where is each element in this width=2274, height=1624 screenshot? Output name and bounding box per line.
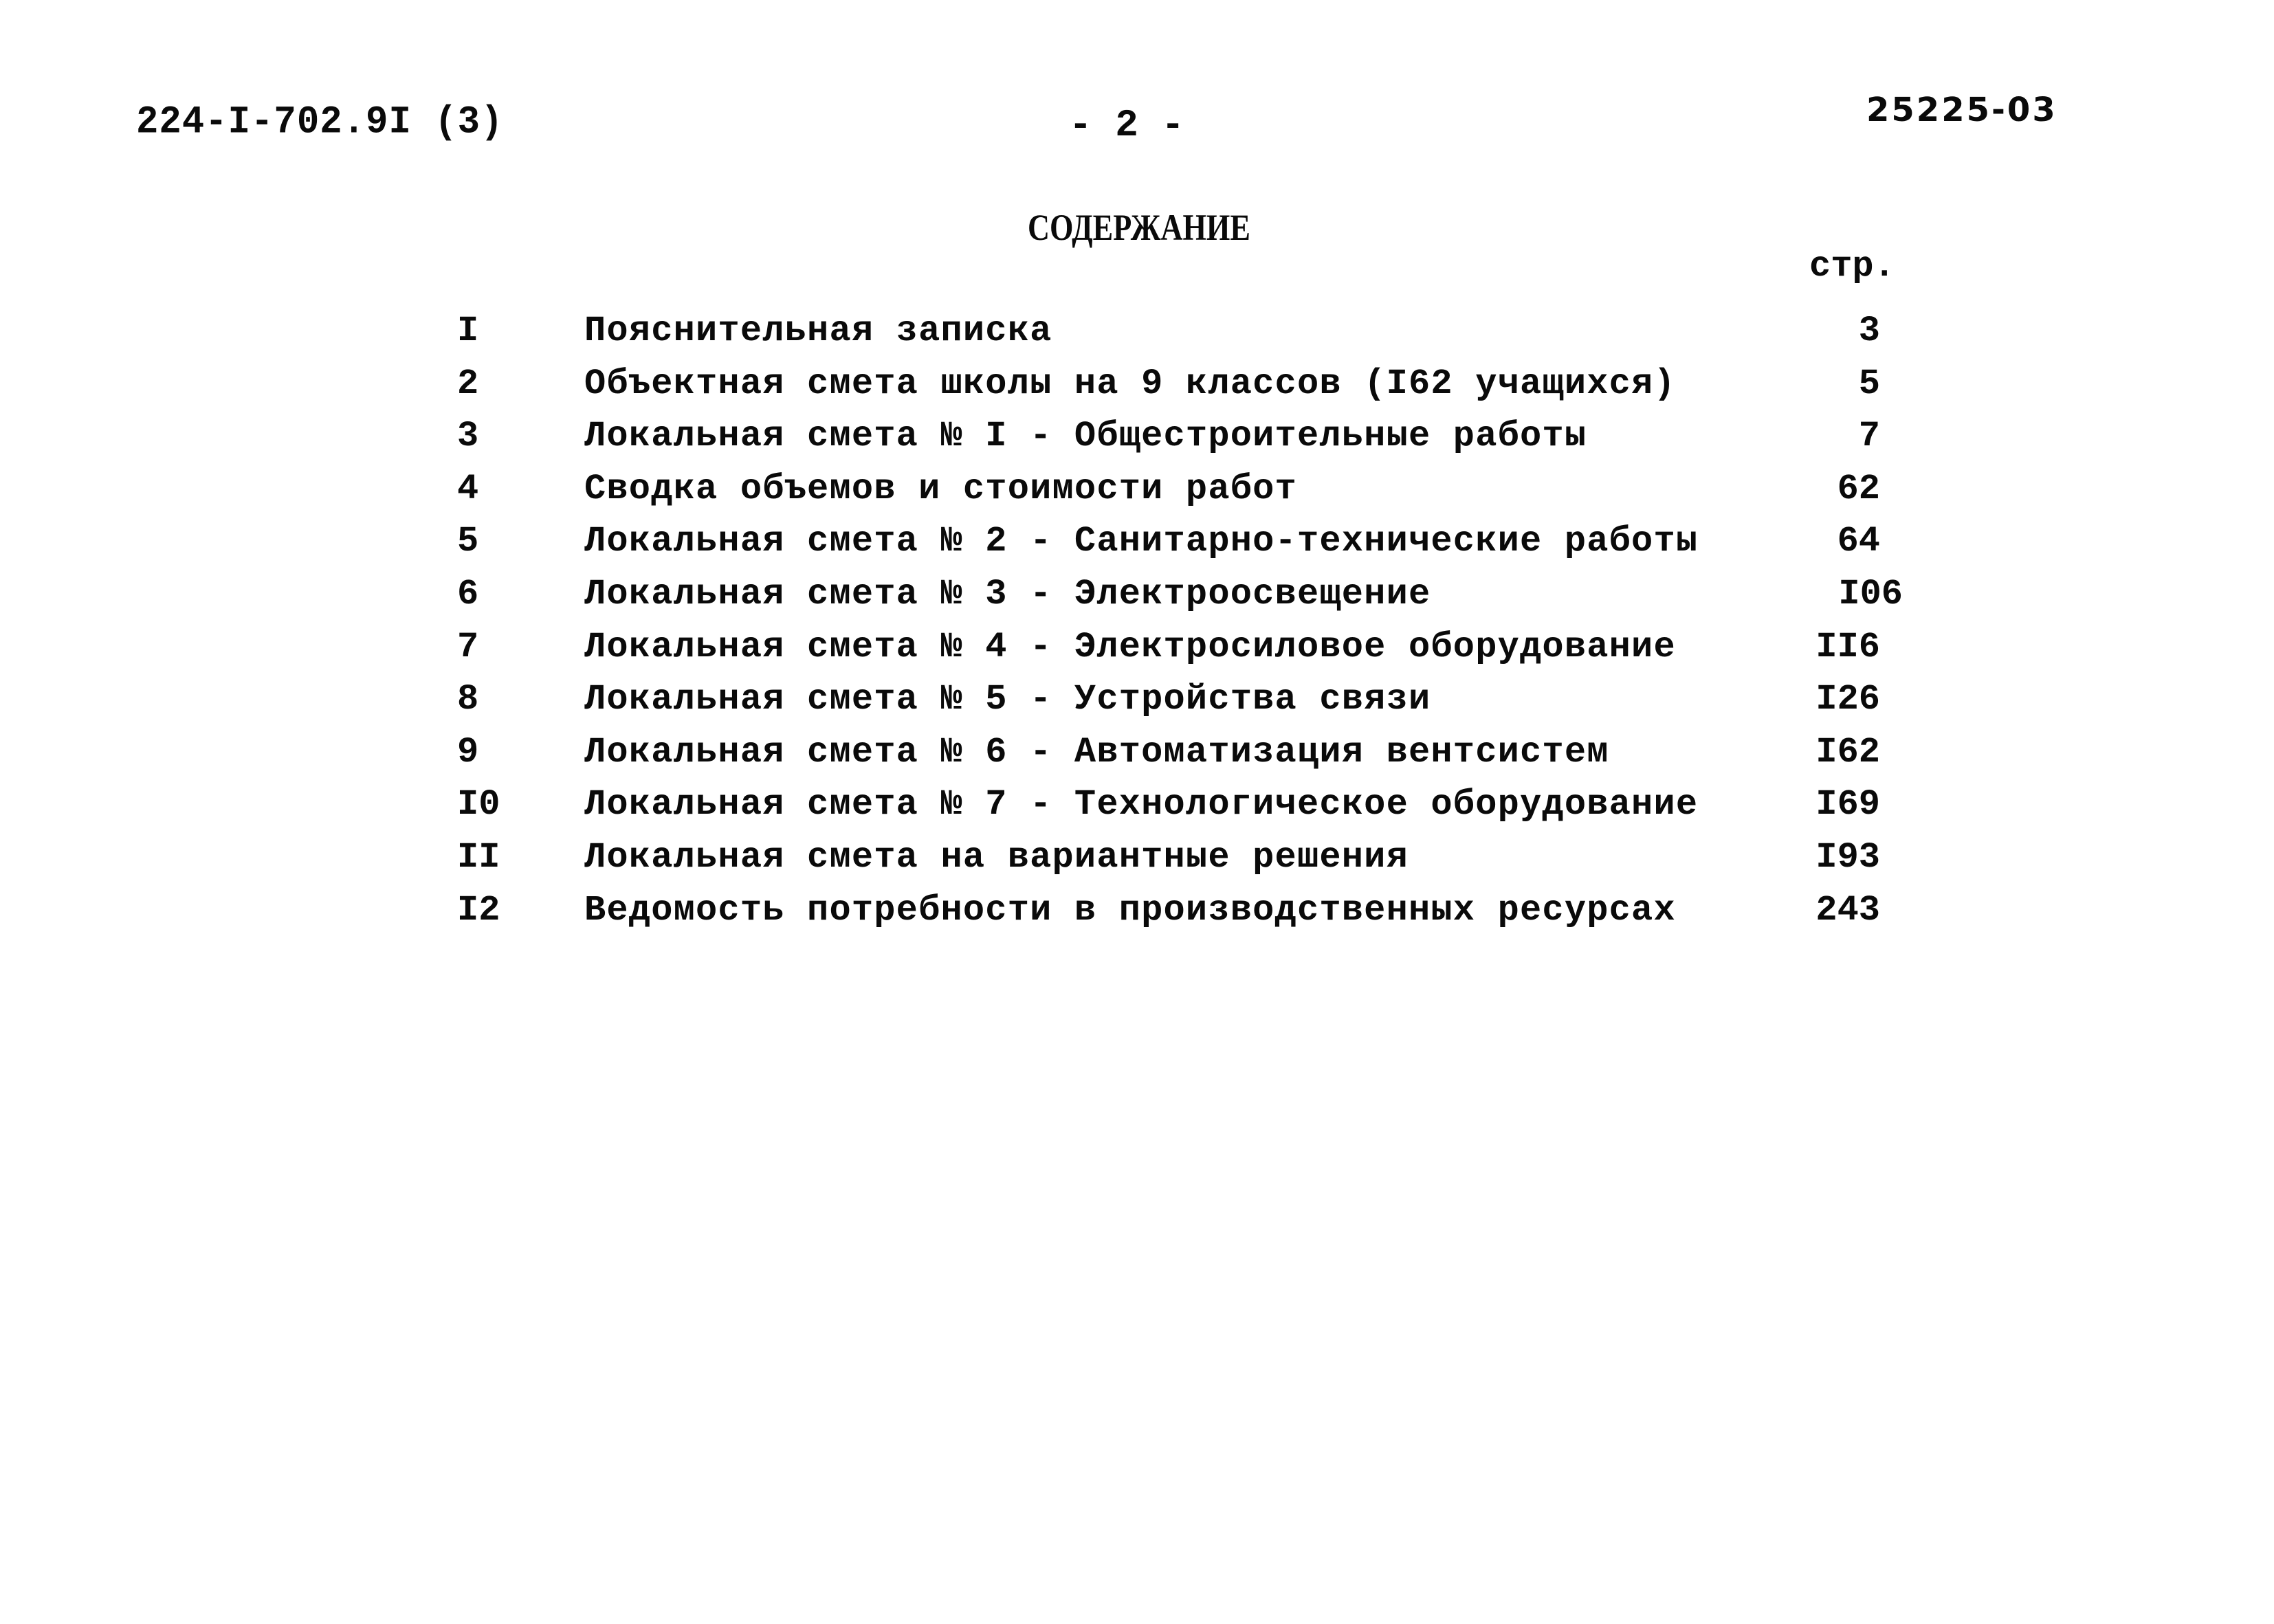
- toc-row: [0, 627, 2274, 680]
- document-code: 224-I-702.9I (3): [136, 100, 504, 145]
- toc-item-page: 3: [1858, 311, 1880, 351]
- toc-item-title: Сводка объемов и стоимости работ: [584, 468, 1297, 509]
- toc-item-page: 7: [1858, 416, 1880, 457]
- toc-item-title: Ведомость потребности в производственных ресурсах: [584, 889, 1676, 931]
- toc-item-title: Локальная смета № 5 - Устройства связи: [584, 679, 1431, 720]
- toc-item-page: II6: [1815, 626, 1880, 667]
- toc-item-page: I93: [1815, 836, 1880, 878]
- toc-item-number: 4: [457, 468, 479, 509]
- toc-item-page: 243: [1815, 889, 1880, 931]
- toc-row: [0, 521, 2274, 574]
- toc-item-number: 2: [457, 363, 479, 404]
- toc-item-page: 64: [1837, 521, 1880, 562]
- page-column-label: стр.: [1809, 246, 1895, 287]
- toc-item-title: Пояснительная записка: [584, 311, 1052, 351]
- toc-row: [0, 469, 2274, 522]
- page-number: - 2 -: [1069, 103, 1185, 147]
- toc-row: [0, 574, 2274, 627]
- toc-item-title: Объектная смета школы на 9 классов (I62 учащихся): [584, 363, 1676, 404]
- archive-number: 25225-03: [1866, 91, 2057, 129]
- toc-item-title: Локальная смета № I - Общестроительные работы: [584, 416, 1587, 457]
- toc-item-number: 9: [457, 731, 479, 772]
- toc-item-page: I26: [1815, 679, 1880, 720]
- toc-item-number: 3: [457, 416, 479, 457]
- toc-item-page: I62: [1815, 731, 1880, 772]
- toc-item-number: 7: [457, 626, 479, 667]
- toc-item-number: 8: [457, 679, 479, 720]
- toc-row: [0, 416, 2274, 469]
- toc-row: [0, 837, 2274, 890]
- toc-row: [0, 679, 2274, 732]
- toc-item-title: Локальная смета на вариантные решения: [584, 836, 1409, 878]
- toc-item-page: 5: [1858, 363, 1880, 404]
- toc-row: [0, 784, 2274, 837]
- toc-item-page: 62: [1837, 468, 1880, 509]
- toc-row: [0, 890, 2274, 943]
- toc-item-number: II: [457, 836, 500, 878]
- toc-item-number: I2: [457, 889, 500, 931]
- toc-item-number: 5: [457, 521, 479, 562]
- toc-item-title: Локальная смета № 7 - Технологическое оборудование: [584, 784, 1699, 825]
- toc-item-title: Локальная смета № 2 - Санитарно-технические работы: [584, 521, 1699, 562]
- toc-row: [0, 311, 2274, 364]
- toc-item-title: Локальная смета № 6 - Автоматизация вентсистем: [584, 731, 1609, 772]
- toc-item-page: I69: [1815, 784, 1880, 825]
- toc-item-number: I: [457, 311, 479, 351]
- toc-item-title: Локальная смета № 3 - Электроосвещение: [584, 573, 1431, 614]
- toc-item-page: I06: [1838, 573, 1903, 614]
- toc-item-number: I0: [457, 784, 500, 825]
- toc-row: [0, 364, 2274, 416]
- toc-row: [0, 732, 2274, 785]
- toc-item-number: 6: [457, 573, 479, 614]
- toc-item-title: Локальная смета № 4 - Электросиловое оборудование: [584, 626, 1676, 667]
- toc-title: СОДЕРЖАНИЕ: [1028, 207, 1250, 248]
- table-of-contents: [0, 311, 2274, 942]
